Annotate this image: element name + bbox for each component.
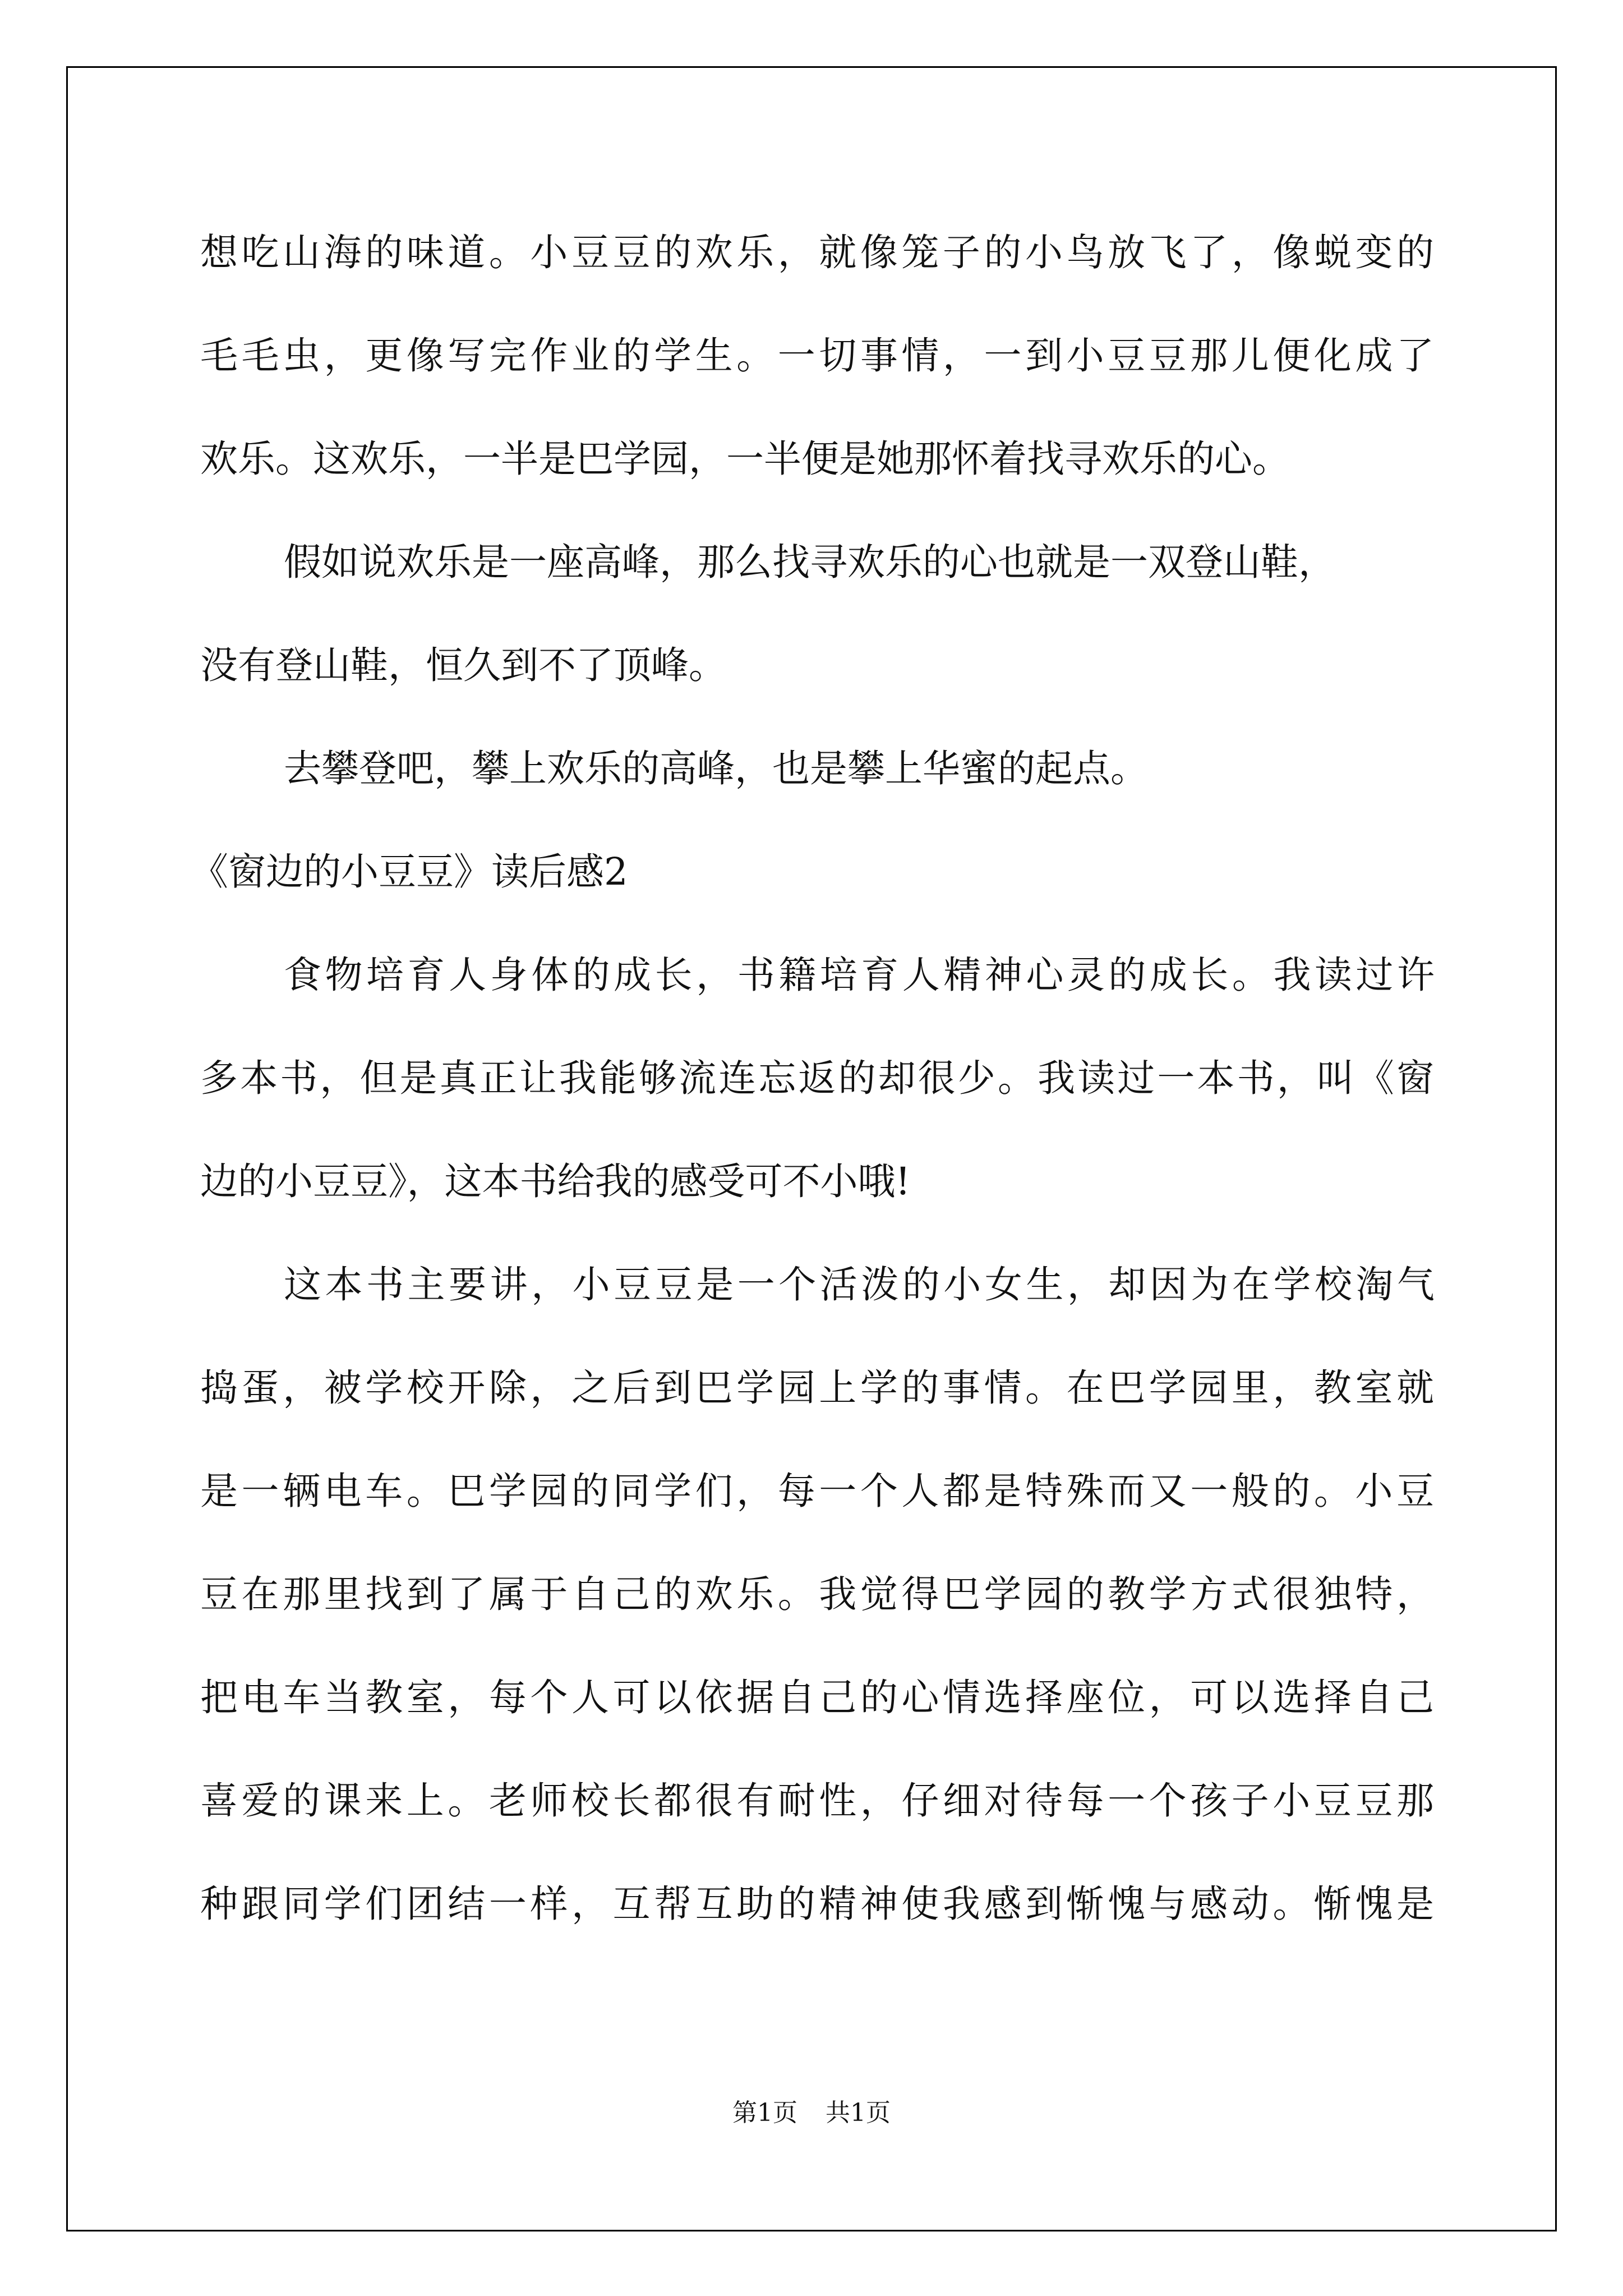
paragraph-line: 喜爱的课来上。老师校长都很有耐性，仔细对待每一个孩子小豆豆那 [200, 1779, 1434, 1823]
paragraph-line: 假如说欢乐是一座高峰，那么找寻欢乐的心也就是一双登山鞋， [284, 540, 1336, 584]
paragraph-line: 没有登山鞋，恒久到不了顶峰。 [200, 643, 726, 687]
paragraph-line: 边的小豆豆》，这本书给我的感受可不小哦! [200, 1159, 911, 1203]
paragraph-line: 多本书，但是真正让我能够流连忘返的却很少。我读过一本书，叫《窗 [200, 1056, 1434, 1100]
paragraph-line: 毛毛虫，更像写完作业的学生。一切事情，一到小豆豆那儿便化成了 [200, 334, 1434, 378]
paragraph-line: 豆在那里找到了属于自己的欢乐。我觉得巴学园的教学方式很独特， [200, 1572, 1434, 1616]
paragraph-line: 是一辆电车。巴学园的同学们，每一个人都是特殊而又一般的。小豆 [200, 1469, 1434, 1513]
paragraph-line: 这本书主要讲，小豆豆是一个活泼的小女生，却因为在学校淘气 [284, 1263, 1435, 1306]
paragraph-line: 食物培育人身体的成长，书籍培育人精神心灵的成长。我读过许 [284, 953, 1435, 997]
paragraph-line: 捣蛋，被学校开除，之后到巴学园上学的事情。在巴学园里，教室就 [200, 1366, 1434, 1410]
page-total: 共1页 [826, 2099, 891, 2127]
paragraph-line: 想吃山海的味道。小豆豆的欢乐，就像笼子的小鸟放飞了，像蜕变的 [200, 231, 1434, 274]
paragraph-line: 把电车当教室，每个人可以依据自己的心情选择座位，可以选择自己 [200, 1676, 1434, 1719]
section-title: 《窗边的小豆豆》读后感2 [191, 850, 628, 894]
paragraph-line: 种跟同学们团结一样，互帮互助的精神使我感到惭愧与感动。惭愧是 [200, 1882, 1434, 1926]
page-number: 第1页 [732, 2099, 797, 2127]
paragraph-line: 欢乐。这欢乐，一半是巴学园，一半便是她那怀着找寻欢乐的心。 [200, 437, 1290, 481]
page-footer [0, 2096, 1623, 2130]
paragraph-line: 去攀登吧，攀上欢乐的高峰，也是攀上华蜜的起点。 [284, 747, 1148, 790]
